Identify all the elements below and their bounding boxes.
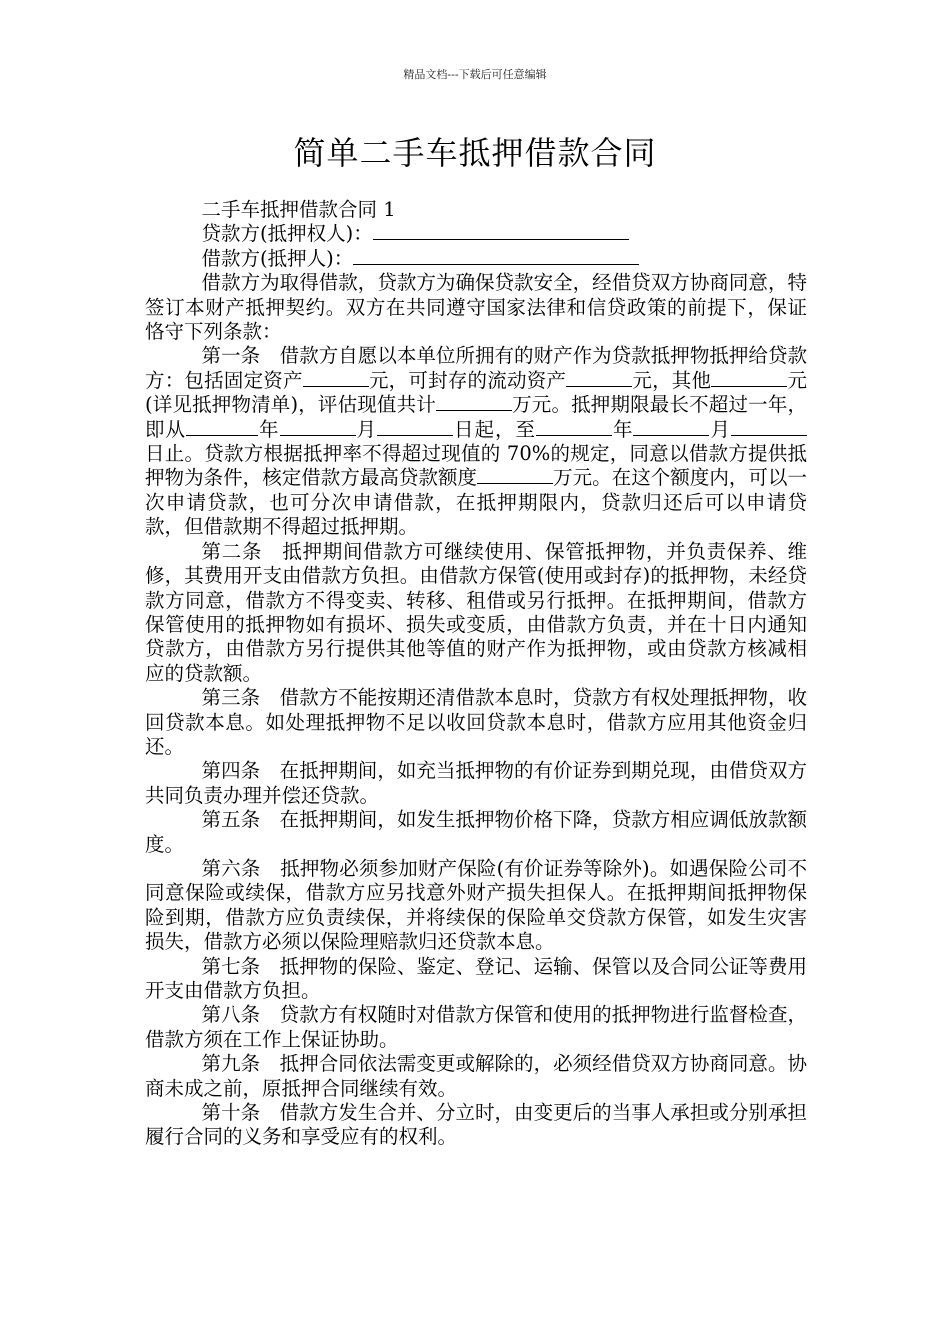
article-9: 第九条 抵押合同依法需变更或解除的，必须经借贷双方协商同意。协商未成之前，原抵押合同继续有效。 [145, 1052, 807, 1100]
valuation-blank[interactable] [436, 394, 512, 411]
contract-body [145, 198, 807, 1150]
end-month-blank[interactable] [633, 419, 709, 436]
article-6: 第六条 抵押物必须参加财产保险(有价证券等除外)。如遇保险公司不同意保险或续保，借款方应另找意外财产损失担保人。在抵押期间抵押物保险到期，借款方应负责续保，并将续保的保险单交贷款方保管，如发生灾害损失，借款方必须以保险理赔款归还贷款本息。 [145, 856, 807, 954]
article-1-text: 月 [355, 417, 377, 441]
article-1-text: 年 [258, 417, 280, 441]
lender-label: 贷款方(抵押权人)： [201, 222, 373, 246]
article-1-text: 万元。抵押期限最长不超过一年，即从 [145, 393, 807, 441]
article-7: 第七条 抵押物的保险、鉴定、登记、运输、保管以及合同公证等费用开支由借款方负担。 [145, 954, 807, 1002]
borrower-field [145, 247, 807, 271]
loan-limit-blank[interactable] [477, 467, 553, 484]
article-3: 第三条 借款方不能按期还清借款本息时，贷款方有权处理抵押物，收回贷款本息。如处理抵押物不足以收回贷款本息时，借款方应用其他资金归还。 [145, 686, 807, 758]
article-2: 第二条 抵押期间借款方可继续使用、保管抵押物，并负责保养、维修，其费用开支由借款方负担。由借款方保管(使用或封存)的抵押物，未经贷款方同意，借款方不得变卖、转移、租借或另行抵押。在抵押期间，借款方保管使用的抵押物如有损坏、损失或变质，由借款方负责，并在十日内通知贷款方，由借款方另行提供其他等值的财产作为抵押物，或由贷款方核减相应的贷款额。 [145, 539, 807, 685]
fixed-assets-blank[interactable] [303, 370, 369, 387]
document-title: 简单二手车抵押借款合同 [293, 134, 657, 172]
intro-paragraph: 借款方为取得借款，贷款方为确保贷款安全，经借贷双方协商同意，特签订本财产抵押契约。双方在共同遵守国家法律和信贷政策的前提下，保证恪守下列条款： [145, 271, 807, 344]
article-8: 第八条 贷款方有权随时对借款方保管和使用的抵押物进行监督检查，借款方须在工作上保证协助。 [145, 1003, 807, 1051]
start-day-blank[interactable] [377, 419, 453, 436]
start-year-blank[interactable] [186, 419, 258, 436]
borrower-label: 借款方(抵押人)： [201, 246, 354, 270]
page-header: 精品文档---下载后可任意编辑 [403, 68, 547, 81]
lender-field [145, 222, 807, 246]
article-5: 第五条 在抵押期间，如发生抵押物价格下降，贷款方相应调低放款额度。 [145, 808, 807, 856]
lender-blank[interactable] [373, 223, 629, 240]
article-1 [145, 344, 807, 539]
article-1-text: 日起，至 [453, 417, 536, 441]
article-1-text: 年 [611, 417, 634, 441]
borrower-blank[interactable] [353, 248, 639, 265]
article-1-text: 日止。贷款方根据抵押率不得超过现值的 70%的规定，同意以借款方提供抵押物为条件，核定借款方最高贷款额度 [145, 442, 807, 490]
start-month-blank[interactable] [280, 419, 356, 436]
article-1-text: 万元。在这个额度内，可以一次申请贷款，也可分次申请借款，在抵押期限内，贷款归还后可以申请贷款，但借款期不得超过抵押期。 [145, 466, 807, 539]
article-1-text: 元，其他 [632, 368, 712, 392]
article-4: 第四条 在抵押期间，如充当抵押物的有价证券到期兑现，由借贷双方共同负责办理并偿还贷款。 [145, 759, 807, 807]
article-10: 第十条 借款方发生合并、分立时，由变更后的当事人承担或分别承担履行合同的义务和享受应有的权利。 [145, 1101, 807, 1149]
end-year-blank[interactable] [536, 419, 612, 436]
article-1-text: 元，可封存的流动资产 [368, 368, 567, 392]
contract-subtitle: 二手车抵押借款合同 1 [201, 198, 396, 221]
current-assets-blank[interactable] [566, 370, 632, 387]
article-1-text: 第一条 借款方自愿以本单位所拥有的财产作为贷款抵押物抵押给贷款方：包括固定资产 [145, 344, 807, 392]
end-day-blank[interactable] [731, 419, 807, 436]
article-1-text: 月 [709, 417, 731, 441]
other-assets-blank[interactable] [711, 370, 787, 387]
article-1-text: 元(详见抵押物清单)，评估现值共计 [145, 368, 807, 417]
